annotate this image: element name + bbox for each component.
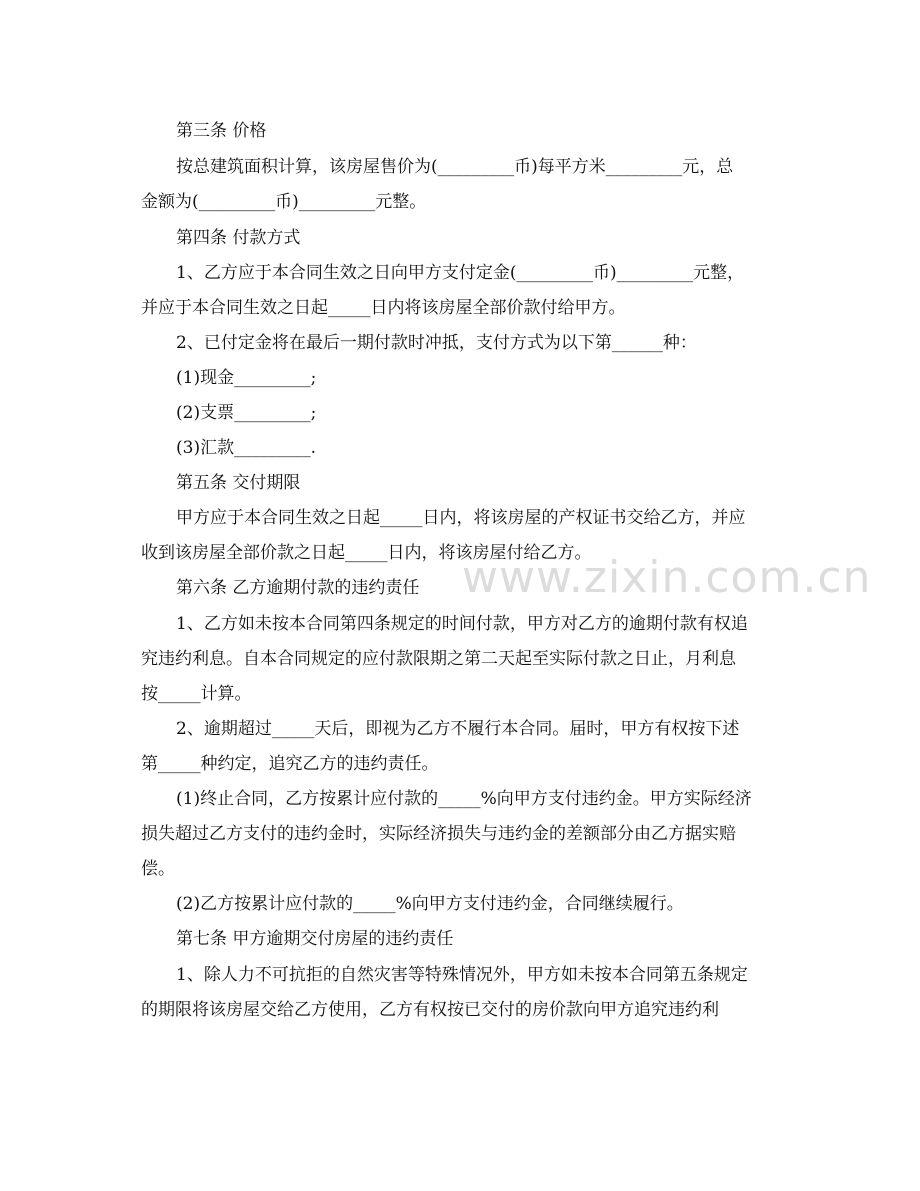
paragraph-line: 损失超过乙方支付的违约金时，实际经济损失与违约金的差额部分由乙方据实赔 (141, 824, 736, 844)
paragraph-line: 偿。 (141, 859, 175, 879)
paragraph-line: 究违约利息。自本合同规定的应付款限期之第二天起至实际付款之日止，月利息 (141, 649, 736, 669)
paragraph-line: 按_____计算。 (141, 684, 252, 704)
paragraph-line: 金额为(_________币)_________元整。 (141, 192, 427, 212)
paragraph-line: 收到该房屋全部价款之日起_____日内，将该房屋付给乙方。 (141, 543, 592, 563)
article-3-heading: 第三条 价格 (176, 121, 267, 141)
paragraph-line: 的期限将该房屋交给乙方使用，乙方有权按已交付的房价款向甲方追究违约利 (141, 1000, 719, 1020)
article-5-heading: 第五条 交付期限 (176, 473, 301, 493)
paragraph-line: 1、除人力不可抗拒的自然灾害等特殊情况外，甲方如未按本合同第五条规定 (176, 965, 748, 985)
paragraph-line: 甲方应于本合同生效之日起_____日内，将该房屋的产权证书交给乙方，并应 (176, 508, 746, 528)
paragraph-line: 按总建筑面积计算，该房屋售价为(_________币)每平方米_________元，总 (176, 157, 734, 177)
list-item: (2)支票_________; (176, 403, 317, 423)
paragraph-line: 第_____种约定，追究乙方的违约责任。 (141, 754, 439, 774)
paragraph-line: (1)终止合同，乙方按累计应付款的_____%向甲方支付违约金。甲方实际经济 (176, 789, 752, 809)
paragraph-line: 1、乙方如未按本合同第四条规定的时间付款，甲方对乙方的逾期付款有权追 (176, 614, 748, 634)
paragraph-line: 2、已付定金将在最后一期付款时冲抵，支付方式为以下第______种： (176, 333, 697, 353)
list-item: (1)现金_________; (176, 368, 317, 388)
list-item: (3)汇款_________. (176, 438, 316, 458)
watermark: www.zixin.com.cn (462, 552, 872, 603)
article-6-heading: 第六条 乙方逾期付款的违约责任 (176, 578, 420, 598)
paragraph-line: 1、乙方应于本合同生效之日向甲方支付定金(_________币)_________元整， (176, 263, 745, 283)
article-4-heading: 第四条 付款方式 (176, 228, 301, 248)
paragraph-line: 并应于本合同生效之日起_____日内将该房屋全部价款付给甲方。 (141, 298, 626, 318)
paragraph-line: 2、逾期超过_____天后，即视为乙方不履行本合同。届时，甲方有权按下述 (176, 719, 740, 739)
article-7-heading: 第七条 甲方逾期交付房屋的违约责任 (176, 929, 454, 949)
paragraph-line: (2)乙方按累计应付款的_____%向甲方支付违约金，合同继续履行。 (176, 894, 684, 914)
